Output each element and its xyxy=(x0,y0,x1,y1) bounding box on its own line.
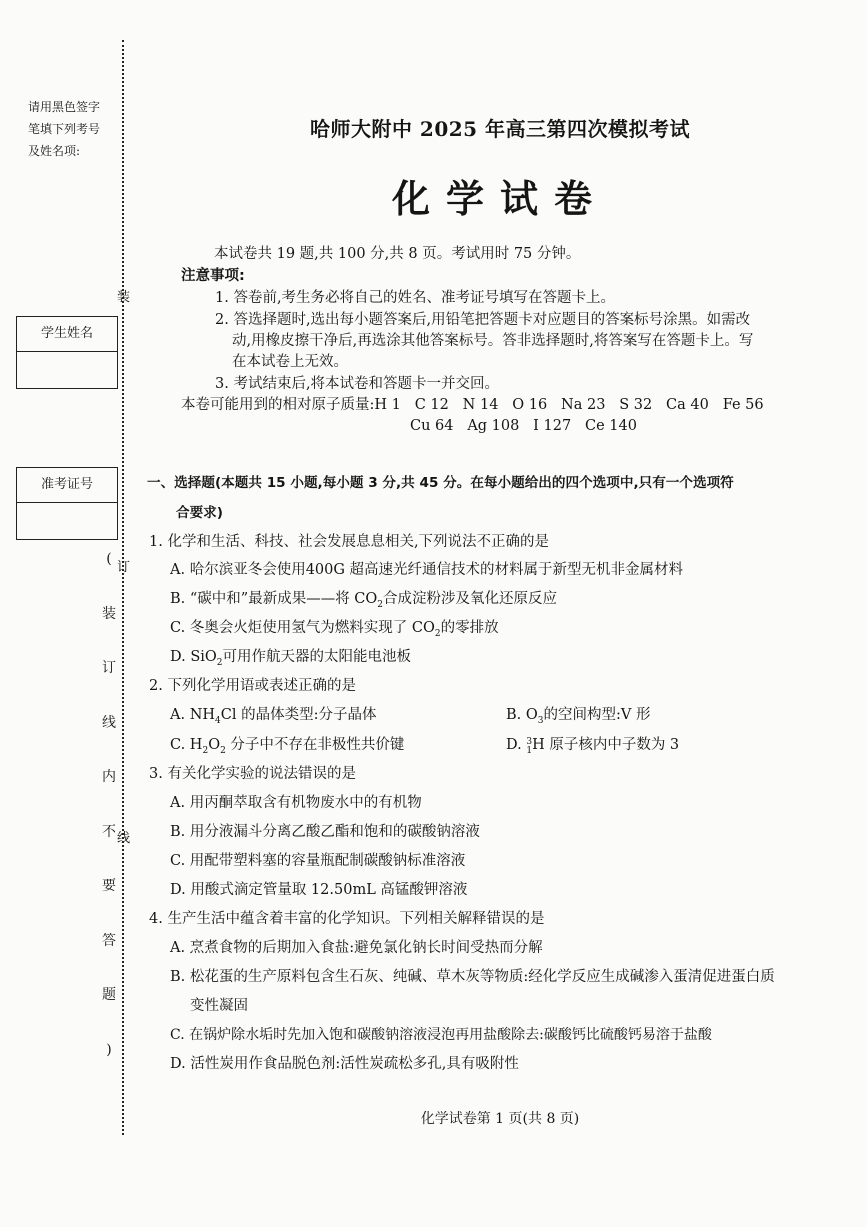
warning-char: ( xyxy=(106,551,112,567)
binding-mark-xian: 线 xyxy=(117,831,131,846)
option-text: D. SiO xyxy=(170,649,217,665)
option-text: O xyxy=(208,737,221,753)
student-name-label: 学生姓名 xyxy=(17,317,117,352)
question-4-option-d: D. 活性炭用作食品脱色剂:活性炭疏松多孔,具有吸附性 xyxy=(170,1056,519,1072)
binding-mark-zhuang: 装 xyxy=(117,290,131,305)
question-3-option-b: B. 用分液漏斗分离乙酸乙酯和饱和的碳酸钠溶液 xyxy=(170,824,480,840)
section-heading-line-1: 一、选择题(本题共 15 小题,每小题 3 分,共 45 分。在每小题给出的四个选项中,只有一个选项符 xyxy=(147,475,734,491)
note-2-line-2: 动,用橡皮擦干净后,再选涂其他答案标号。答非选择题时,将答案写在答题卡上。写 xyxy=(232,333,754,349)
question-2-option-b xyxy=(506,705,650,731)
atomic-masses-line-2: Cu 64 Ag 108 I 127 Ce 140 xyxy=(410,418,637,434)
subscript: 2 xyxy=(202,745,209,756)
question-4-option-b-line-2: 变性凝固 xyxy=(190,998,248,1014)
question-4-option-b-line-1: B. 松花蛋的生产原料包含生石灰、纯碱、草木灰等物质:经化学反应生成碱渗入蛋清促进蛋白质 xyxy=(170,969,775,985)
subscript: 4 xyxy=(215,715,221,726)
question-1-option-d xyxy=(170,647,411,673)
option-text: A. NH xyxy=(170,707,216,723)
section-heading-line-2: 合要求) xyxy=(176,505,223,521)
notes-heading: 注意事项: xyxy=(181,268,245,284)
signing-instructions xyxy=(28,96,118,162)
mass-number: 3 xyxy=(526,737,533,747)
question-4-stem: 4. 生产生活中蕴含着丰富的化学知识。下列相关解释错误的是 xyxy=(149,911,545,927)
warning-char: 线 xyxy=(102,714,116,731)
instruction-line: 请用黑色签字 xyxy=(28,100,101,114)
exam-id-field[interactable] xyxy=(17,503,117,539)
instruction-line: 及姓名项: xyxy=(28,144,81,158)
warning-char: 内 xyxy=(102,769,116,785)
subscript: 2 xyxy=(220,745,226,756)
student-name-field[interactable] xyxy=(17,352,117,388)
option-text: 的空间构型:V 形 xyxy=(543,707,651,723)
option-text: 的零排放 xyxy=(440,620,499,636)
question-1-stem: 1. 化学和生活、科技、社会发展息息相关,下列说法不正确的是 xyxy=(149,534,550,550)
warning-char: 答 xyxy=(102,932,116,949)
note-2-line-3: 在本试卷上无效。 xyxy=(232,354,348,370)
question-3-option-a: A. 用丙酮萃取含有机物废水中的有机物 xyxy=(170,795,422,811)
subscript: 2 xyxy=(216,657,223,668)
subscript: 2 xyxy=(434,628,441,639)
atomic-number: 1 xyxy=(526,746,533,756)
binding-mark-ding: 订 xyxy=(117,560,131,575)
option-text: C. 冬奥会火炬使用氢气为燃料实现了 CO xyxy=(170,620,435,636)
atomic-masses-line-1: 本卷可能用到的相对原子质量:H 1 C 12 N 14 O 16 Na 23 S 32 Ca 40 Fe 56 xyxy=(181,397,764,413)
question-2-stem: 2. 下列化学用语或表述正确的是 xyxy=(149,678,356,694)
exam-id-label: 准考证号 xyxy=(17,468,117,503)
page-footer: 化学试卷第 1 页(共 8 页) xyxy=(420,1111,580,1127)
subscript: 3 xyxy=(537,715,544,726)
instruction-line: 笔填下列考号 xyxy=(28,122,101,136)
subscript: 2 xyxy=(377,599,384,610)
note-1: 1. 答卷前,考生务必将自己的姓名、准考证号填写在答题卡上。 xyxy=(215,290,616,306)
option-text: Cl 的晶体类型:分子晶体 xyxy=(220,707,377,723)
exam-title: 哈师大附中 2025 年高三第四次模拟考试 xyxy=(309,117,691,141)
question-2-option-d xyxy=(506,735,679,756)
warning-char: 装 xyxy=(102,605,116,622)
warning-char: 订 xyxy=(102,660,116,676)
warning-char: ) xyxy=(106,1041,112,1058)
note-3: 3. 考试结束后,将本试卷和答题卡一并交回。 xyxy=(215,376,500,392)
option-text: 分子中不存在非极性共价键 xyxy=(225,737,405,753)
student-name-box[interactable] xyxy=(16,316,118,389)
question-4-option-c: C. 在锅炉除水垢时先加入饱和碳酸钠溶液浸泡再用盐酸除去:碳酸钙比硫酸钙易溶于盐酸 xyxy=(170,1027,712,1043)
no-answer-warning xyxy=(96,552,122,1097)
option-text: H 原子核内中子数为 3 xyxy=(532,737,680,753)
option-text: D. xyxy=(506,737,527,753)
question-1-option-b xyxy=(170,589,557,615)
warning-char: 题 xyxy=(102,987,116,1003)
option-text: B. “碳中和”最新成果——将 CO xyxy=(170,591,378,607)
exam-summary: 本试卷共 19 题,共 100 分,共 8 页。考试用时 75 分钟。 xyxy=(214,246,581,262)
warning-char: 不 xyxy=(102,823,116,840)
option-text: 合成淀粉涉及氧化还原反应 xyxy=(383,591,558,607)
question-3-option-d: D. 用酸式滴定管量取 12.50mL 高锰酸钾溶液 xyxy=(170,882,468,898)
binding-dashed-line xyxy=(122,40,124,1135)
question-3-option-c: C. 用配带塑料塞的容量瓶配制碳酸钠标准溶液 xyxy=(170,853,466,869)
note-2-line-1: 2. 答选择题时,选出每小题答案后,用铅笔把答题卡对应题目的答案标号涂黑。如需改 xyxy=(215,312,751,328)
question-1-option-c xyxy=(170,618,499,644)
option-text: B. O xyxy=(506,707,538,723)
question-3-stem: 3. 有关化学实验的说法错误的是 xyxy=(149,766,356,782)
option-text: C. H xyxy=(170,737,203,753)
question-1-option-a: A. 哈尔滨亚冬会使用400G 超高速光纤通信技术的材料属于新型无机非金属材料 xyxy=(170,562,684,578)
warning-char: 要 xyxy=(102,878,116,894)
question-4-option-a: A. 烹煮食物的后期加入食盐:避免氯化钠长时间受热而分解 xyxy=(170,940,543,956)
exam-id-box[interactable] xyxy=(16,467,118,540)
option-text: 可用作航天器的太阳能电池板 xyxy=(222,649,412,665)
question-2-option-c xyxy=(170,735,404,761)
question-2-option-a xyxy=(170,705,377,731)
subject-title: 化学试卷 xyxy=(391,176,608,221)
